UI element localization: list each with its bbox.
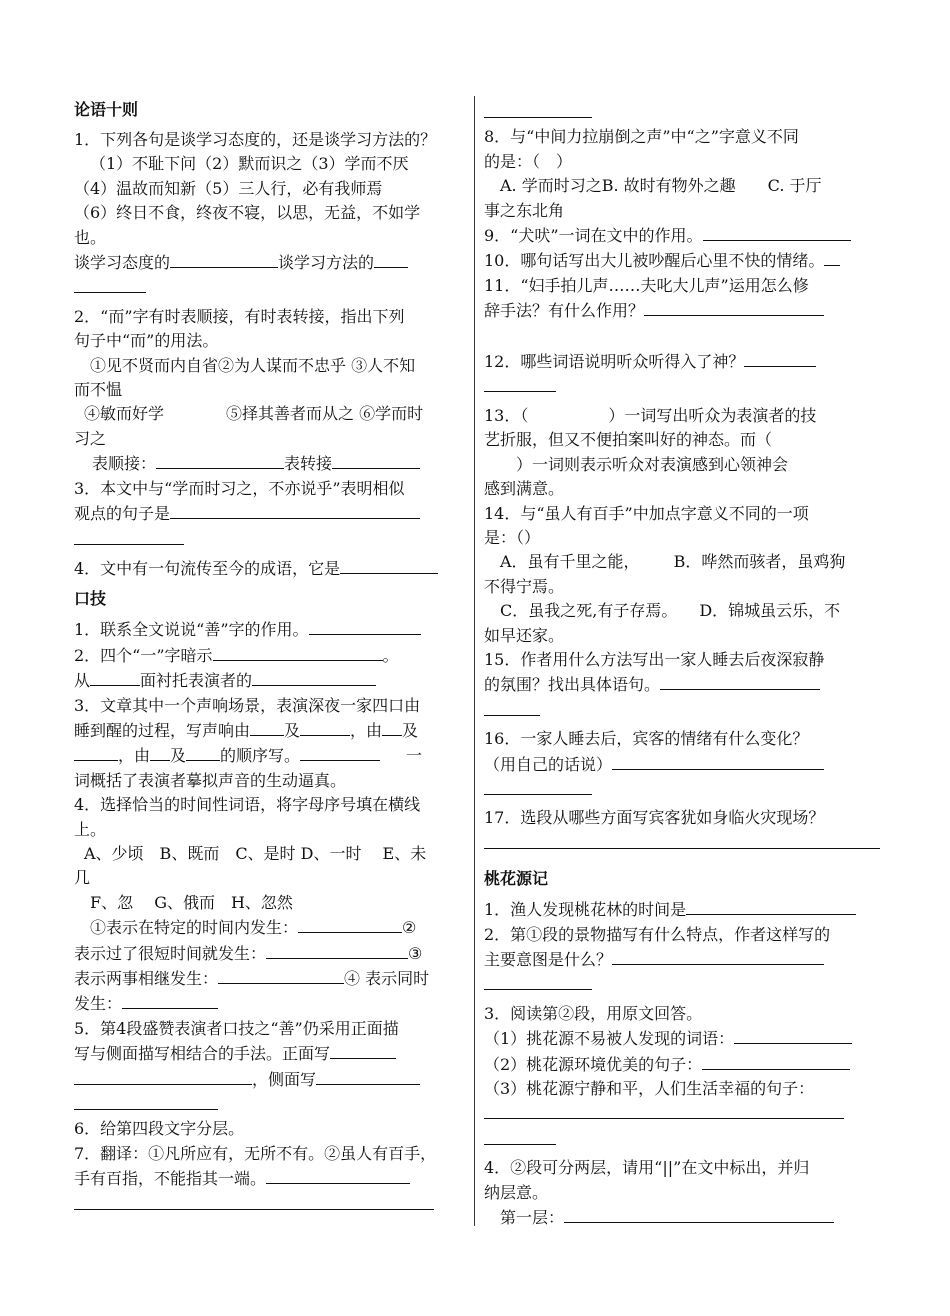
answer-blank[interactable]: [250, 718, 284, 736]
answer-line-row: [74, 1067, 472, 1092]
answer-blank[interactable]: [218, 966, 344, 984]
question-text: （2）桃花源环境优美的句子：: [484, 1054, 703, 1074]
section-title-kouji: 口技: [74, 589, 107, 609]
question-text: 一: [406, 746, 423, 766]
question-text: 表顺接：: [92, 454, 157, 474]
answer-line-row: [74, 527, 472, 552]
question-text: （3）桃花源宁静和平，人们生活幸福的句子：: [484, 1079, 815, 1099]
answer-blank[interactable]: [660, 672, 820, 690]
answer-blank[interactable]: [824, 248, 840, 266]
answer-blank[interactable]: [266, 1166, 410, 1184]
question-text: 1．下列各句是谈学习态度的，还是谈学习方法的？: [74, 130, 437, 149]
answer-blank[interactable]: [612, 752, 824, 770]
question-text: （用自己的话说）: [484, 754, 613, 774]
answer-line-row: [74, 668, 472, 693]
question-text: 12．哪些词语说明听众听得入了神？: [484, 352, 745, 372]
answer-line-row: [484, 897, 882, 922]
question-text: 发生：: [74, 994, 123, 1014]
question-text: 及: [402, 720, 419, 740]
question-text: （1）不耻下问（2）默而识之（3）学而不厌: [90, 154, 409, 174]
right-column: [484, 100, 882, 1230]
answer-blank[interactable]: [186, 743, 220, 761]
section-title-lunyu: 论语十则: [74, 100, 139, 119]
answer-line-row: [74, 402, 472, 426]
question-text: A．虽有千里之能，: [500, 552, 640, 572]
question-text: 15．作者用什么方法写出一家人睡去后夜深寂静: [484, 649, 825, 669]
question-text: ④敏而好学: [84, 404, 165, 424]
question-text: 2．“而”字有时表顺接，有时表转接，指出下列: [74, 306, 405, 326]
question-text: ，由: [118, 746, 151, 766]
question-text: 4．文中有一句流传至今的成语，它是: [74, 558, 341, 578]
answer-blank[interactable]: [564, 1205, 834, 1223]
question-text: 3．本文中与“学而时习之，不亦说乎”表明相似: [74, 478, 405, 498]
question-text: 及: [170, 746, 187, 766]
answer-blank[interactable]: [612, 947, 824, 965]
question-text: 第一层：: [500, 1208, 565, 1228]
answer-blank[interactable]: [74, 275, 146, 293]
answer-line-row: [74, 643, 472, 668]
question-text: 11．“妇手拍儿声……夫叱大儿声”运用怎么修: [484, 275, 809, 295]
question-text: 6．给第四段文字分层。: [74, 1119, 245, 1139]
question-text: （1）挑花源不易被人发现的词语：: [484, 1029, 735, 1049]
question-text: 几: [74, 868, 91, 888]
section-title-taohua: 桃花源记: [484, 869, 549, 889]
answer-line-row: [484, 672, 882, 697]
answer-blank[interactable]: [744, 349, 816, 367]
answer-blank[interactable]: [316, 1067, 420, 1085]
answer-line-row: [74, 275, 472, 300]
question-text: 不得宁焉。: [484, 576, 565, 596]
answer-blank[interactable]: [74, 743, 118, 761]
answer-blank[interactable]: [484, 1101, 844, 1119]
answer-blank[interactable]: [484, 972, 592, 990]
question-text: 从: [74, 671, 91, 691]
question-text: 3．阅读第②段，用原文回答。: [484, 1003, 703, 1023]
answer-blank[interactable]: [332, 451, 420, 469]
question-text: 主要意图是什么？: [484, 950, 613, 969]
question-text: 表示两事相继发生：: [74, 969, 219, 988]
question-text: 的氛围？找出具体语句。: [484, 675, 661, 695]
answer-line-row: [484, 831, 882, 856]
answer-blank[interactable]: [90, 668, 140, 686]
answer-blank[interactable]: [484, 100, 592, 118]
question-text: 纳层意。: [484, 1182, 549, 1202]
question-text: ）一词则表示听众对表演感到心领神会: [484, 454, 789, 474]
answer-blank[interactable]: [484, 777, 592, 795]
answer-blank[interactable]: [484, 831, 880, 849]
question-text: 表转接: [284, 454, 333, 474]
answer-line-row: [74, 743, 472, 768]
question-text: 睡到醒的过程，写声响由: [74, 720, 251, 740]
left-column: [74, 92, 472, 1217]
answer-line-row: [74, 556, 472, 581]
answer-blank[interactable]: [686, 897, 856, 915]
question-text: F、忽 G、俄而 H、忽然: [90, 892, 293, 912]
question-text: （6）终日不食，终夜不寝，以思，无益，不如学: [74, 203, 421, 223]
question-text: ，由: [350, 720, 383, 740]
question-text: C．虽我之死,有子存焉。: [500, 601, 678, 621]
question-text: 8．与“中间力拉崩倒之声”中“之”字意义不同: [484, 127, 799, 147]
question-text: ，侧面写: [252, 1069, 317, 1089]
answer-line-row: [484, 374, 882, 399]
answer-line-row: [484, 349, 882, 374]
question-text: 句子中“而”的用法。: [74, 331, 219, 351]
question-text: ⑤择其善者而从之 ⑥学而时: [226, 404, 424, 424]
question-text: 4．选择恰当的时间性词语，将字母序号填在横线: [74, 795, 421, 815]
question-text: 10．哪句话写出大儿被吵醒后心里不快的情绪。: [484, 251, 825, 271]
question-text: 谈学习方法的: [278, 253, 375, 273]
answer-blank[interactable]: [74, 1192, 434, 1210]
question-text: 1．联系全文说说“善”字的作用。: [74, 620, 309, 640]
question-text: 17．选段从哪些方面写宾客犹如身临火灾现场？: [484, 808, 825, 828]
question-text: 艺折服，但又不便拍案叫好的神态。而（: [484, 430, 773, 450]
column-divider: [474, 96, 475, 1226]
question-text: 16．一家人睡去后，宾客的情绪有什么变化？: [484, 729, 809, 749]
answer-line-row: [74, 451, 472, 476]
question-text: 4．②段可分两层，请用“||”在文中标出，并归: [484, 1158, 810, 1178]
question-text: 9．“犬吠”一词在文中的作用。: [484, 226, 703, 246]
answer-blank[interactable]: [300, 718, 350, 736]
answer-line-row: [484, 100, 882, 125]
answer-blank[interactable]: [330, 1041, 396, 1059]
answer-blank[interactable]: [734, 1026, 852, 1044]
answer-blank[interactable]: [213, 643, 383, 661]
question-text: 如早还家。: [484, 625, 565, 645]
answer-line-row: [74, 915, 472, 940]
question-text: 3．文章其中一个声响场景，表演深夜一家四口由: [74, 695, 421, 715]
answer-line-row: [484, 248, 882, 273]
question-text: 的是：（ ）: [484, 151, 573, 171]
question-text: 写与侧面描写相结合的手法。正面写: [74, 1044, 331, 1064]
answer-line-row: [74, 250, 472, 275]
question-text: ①表示在特定的时间内发生：: [90, 918, 299, 938]
answer-blank[interactable]: [484, 1127, 556, 1145]
answer-line-row: [484, 550, 882, 574]
answer-line-row: [74, 1166, 472, 1191]
question-text: 习之: [74, 428, 107, 448]
answer-line-row: [484, 298, 882, 323]
question-text: ①见不贤而内自省②为人谋而不忠乎 ③人不知: [90, 355, 416, 375]
question-text: 7．翻译：①凡所应有，无所不有。②虽人有百手，: [74, 1143, 437, 1163]
answer-line-row: [484, 1052, 882, 1077]
question-text: （4）温故而知新（5）三人行，必有我师焉: [74, 178, 383, 198]
answer-blank[interactable]: [484, 698, 540, 716]
question-text: 。: [382, 645, 399, 665]
question-text: 词概括了表演者摹拟声音的生动逼真。: [74, 770, 347, 790]
question-text: 14．与“虽人有百手”中加点字意义不同的一项: [484, 503, 809, 523]
answer-line-row: [74, 991, 472, 1016]
answer-blank[interactable]: [74, 527, 184, 545]
question-text: 13．（ ）一词写出听众为表演者的技: [484, 405, 817, 425]
question-text: ②: [402, 918, 417, 938]
answer-line-row: [74, 501, 472, 526]
question-text: B．哗然而骇者，虽鸡狗: [673, 552, 846, 572]
answer-blank[interactable]: [74, 1092, 218, 1110]
answer-line-row: [484, 1127, 882, 1152]
question-text: 的顺序写。: [220, 746, 301, 766]
answer-line-row: [484, 752, 882, 777]
question-text: 5．第4段盛赞表演者口技之“善”仍采用正面描: [74, 1018, 399, 1038]
answer-line-row: [74, 1041, 472, 1066]
answer-blank[interactable]: [300, 743, 380, 761]
question-text: 2．四个“一”字暗示: [74, 645, 213, 665]
answer-line-row: [74, 966, 472, 991]
answer-blank[interactable]: [703, 223, 851, 241]
answer-line-row: [484, 1205, 882, 1230]
answer-line-row: [484, 777, 882, 802]
question-text: 及: [284, 720, 301, 740]
answer-blank[interactable]: [170, 501, 420, 519]
question-text: 观点的句子是: [74, 504, 171, 524]
question-text: 事之东北角: [484, 200, 565, 220]
answer-blank[interactable]: [150, 743, 170, 761]
question-text: A、少顷 B、既而 C、是时 D、一时 E、未: [84, 843, 427, 863]
question-text: 也。: [74, 227, 107, 247]
question-text: 是：（）: [484, 527, 541, 547]
answer-line-row: [74, 617, 472, 642]
answer-line-row: [484, 223, 882, 248]
answer-line-row: [74, 1192, 472, 1217]
question-text: 而不愠: [74, 380, 123, 400]
answer-line-row: [484, 324, 882, 349]
answer-line-row: [74, 941, 472, 966]
answer-blank[interactable]: [170, 250, 278, 268]
question-text: 面衬托表演者的: [140, 671, 253, 691]
answer-blank[interactable]: [702, 1052, 850, 1070]
answer-blank[interactable]: [252, 668, 376, 686]
answer-line-row: [484, 972, 882, 997]
answer-line-row: [484, 599, 882, 623]
answer-blank[interactable]: [74, 1067, 252, 1085]
answer-blank[interactable]: [298, 915, 402, 933]
answer-blank[interactable]: [484, 374, 556, 392]
answer-line-row: [74, 1092, 472, 1117]
answer-line-row: [74, 718, 472, 743]
answer-blank[interactable]: [644, 298, 824, 316]
question-text: ④ 表示同时: [344, 969, 430, 988]
question-text: 感到满意。: [484, 479, 565, 499]
answer-blank[interactable]: [266, 941, 408, 959]
answer-line-row: [484, 1026, 882, 1051]
answer-blank[interactable]: [122, 991, 218, 1009]
question-text: A. 学而时习之B. 故时有物外之趣 C. 于厅: [500, 176, 822, 196]
question-text: 辞手法？有什么作用？: [484, 301, 645, 321]
answer-blank[interactable]: [374, 250, 408, 268]
answer-blank[interactable]: [156, 451, 284, 469]
question-text: 手有百指，不能指其一端。: [74, 1169, 267, 1189]
answer-line-row: [484, 1101, 882, 1126]
answer-line-row: [484, 698, 882, 723]
question-text: 1．渔人发现桃花林的时间是: [484, 900, 687, 920]
answer-blank[interactable]: [309, 617, 421, 635]
question-text: 表示过了很短时间就发生：: [74, 943, 267, 963]
answer-blank[interactable]: [340, 556, 438, 574]
question-text: 2．第①段的景物描写有什么特点，作者这样写的: [484, 924, 831, 944]
question-text: ③: [408, 943, 423, 963]
question-text: D．锦城虽云乐，不: [699, 601, 841, 621]
answer-blank[interactable]: [382, 718, 402, 736]
question-text: 谈学习态度的: [74, 253, 171, 273]
question-text: 上。: [74, 819, 107, 839]
answer-line-row: [484, 947, 882, 972]
